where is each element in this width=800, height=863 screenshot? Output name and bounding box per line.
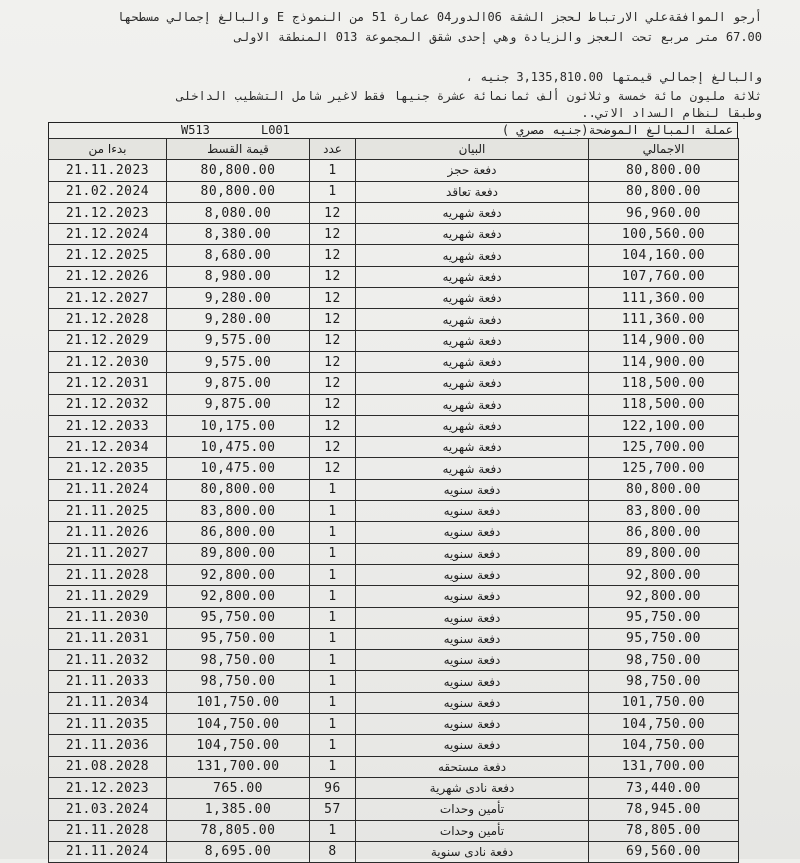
cell-start: 21.12.2024 (49, 224, 167, 245)
cell-start: 21.11.2036 (49, 735, 167, 756)
cell-total: 80,800.00 (589, 160, 739, 181)
currency-note: عملة المبالغ الموضحة(جنيه مصري ) (501, 123, 733, 137)
table-row (49, 820, 739, 841)
table-row (49, 479, 739, 500)
cell-installment: 8,380.00 (167, 224, 310, 245)
cell-installment: 8,980.00 (167, 266, 310, 287)
cell-statement: دفعة نادى سنوية (356, 841, 589, 862)
cell-statement: دفعة سنويه (356, 479, 589, 500)
cell-count: 12 (310, 245, 356, 266)
cell-installment: 95,750.00 (167, 607, 310, 628)
cell-installment: 9,280.00 (167, 309, 310, 330)
table-row (49, 202, 739, 223)
cell-total: 101,750.00 (589, 692, 739, 713)
cell-start: 21.11.2028 (49, 564, 167, 585)
table-row (49, 373, 739, 394)
cell-total: 107,760.00 (589, 266, 739, 287)
table-row (49, 224, 739, 245)
cell-start: 21.11.2035 (49, 714, 167, 735)
table-row (49, 692, 739, 713)
cell-installment: 86,800.00 (167, 522, 310, 543)
cell-count: 1 (310, 543, 356, 564)
cell-total: 78,805.00 (589, 820, 739, 841)
cell-count: 1 (310, 607, 356, 628)
cell-total: 118,500.00 (589, 373, 739, 394)
cell-total: 98,750.00 (589, 671, 739, 692)
cell-start: 21.11.2024 (49, 841, 167, 862)
cell-total: 104,160.00 (589, 245, 739, 266)
header-count: عدد (310, 139, 356, 160)
cell-count: 1 (310, 671, 356, 692)
cell-statement: دفعة سنويه (356, 501, 589, 522)
cell-statement: دفعة شهريه (356, 458, 589, 479)
cell-total: 92,800.00 (589, 564, 739, 585)
code-l: L001 (261, 123, 290, 137)
table-row (49, 266, 739, 287)
cell-installment: 80,800.00 (167, 479, 310, 500)
table-row (49, 756, 739, 777)
cell-statement: دفعة شهريه (356, 288, 589, 309)
intro-line-4: ثلاثة مليون مائة خمسة وثلاثون ألف ثمانمائة عشرة جنيها فقط لاغير شامل التشطيب الداخلى (176, 89, 762, 103)
cell-installment: 104,750.00 (167, 735, 310, 756)
cell-statement: دفعة شهريه (356, 330, 589, 351)
cell-count: 12 (310, 437, 356, 458)
cell-installment: 9,875.00 (167, 373, 310, 394)
cell-installment: 9,575.00 (167, 330, 310, 351)
table-row (49, 330, 739, 351)
cell-total: 96,960.00 (589, 202, 739, 223)
cell-start: 21.11.2030 (49, 607, 167, 628)
cell-total: 122,100.00 (589, 415, 739, 436)
cell-total: 80,800.00 (589, 479, 739, 500)
table-banner (48, 122, 738, 139)
cell-count: 1 (310, 501, 356, 522)
cell-count: 57 (310, 799, 356, 820)
cell-start: 21.11.2029 (49, 586, 167, 607)
cell-start: 21.12.2032 (49, 394, 167, 415)
cell-count: 1 (310, 586, 356, 607)
cell-count: 1 (310, 650, 356, 671)
table-row (49, 543, 739, 564)
cell-start: 21.11.2024 (49, 479, 167, 500)
cell-start: 21.12.2033 (49, 415, 167, 436)
cell-statement: دفعة شهريه (356, 437, 589, 458)
cell-start: 21.12.2023 (49, 777, 167, 798)
cell-count: 12 (310, 266, 356, 287)
cell-start: 21.12.2030 (49, 351, 167, 372)
cell-installment: 9,575.00 (167, 351, 310, 372)
table-row (49, 501, 739, 522)
cell-total: 100,560.00 (589, 224, 739, 245)
cell-statement: دفعة شهريه (356, 245, 589, 266)
table-row (49, 564, 739, 585)
cell-count: 1 (310, 522, 356, 543)
table-row (49, 181, 739, 202)
cell-start: 21.12.2025 (49, 245, 167, 266)
cell-statement: تأمين وحدات (356, 799, 589, 820)
cell-installment: 80,800.00 (167, 181, 310, 202)
cell-start: 21.11.2034 (49, 692, 167, 713)
table-row (49, 415, 739, 436)
cell-start: 21.11.2032 (49, 650, 167, 671)
cell-statement: دفعة حجز (356, 160, 589, 181)
intro-line-1: أرجو الموافقةعلي الارتباط لحجز الشقة 06الدور04 عمارة 51 من النموذج E والبالغ إجمالي مسطحها (116, 10, 762, 24)
cell-count: 12 (310, 288, 356, 309)
cell-start: 21.11.2023 (49, 160, 167, 181)
table-row (49, 650, 739, 671)
cell-installment: 80,800.00 (167, 160, 310, 181)
table-row (49, 735, 739, 756)
cell-total: 111,360.00 (589, 288, 739, 309)
cell-total: 73,440.00 (589, 777, 739, 798)
table-row (49, 628, 739, 649)
cell-count: 12 (310, 330, 356, 351)
table-row (49, 437, 739, 458)
cell-installment: 8,680.00 (167, 245, 310, 266)
cell-count: 1 (310, 479, 356, 500)
cell-statement: تأمين وحدات (356, 820, 589, 841)
table-row (49, 714, 739, 735)
cell-installment: 765.00 (167, 777, 310, 798)
cell-total: 118,500.00 (589, 394, 739, 415)
cell-installment: 83,800.00 (167, 501, 310, 522)
cell-count: 1 (310, 735, 356, 756)
cell-installment: 92,800.00 (167, 564, 310, 585)
cell-count: 12 (310, 202, 356, 223)
cell-start: 21.11.2033 (49, 671, 167, 692)
table-body (49, 160, 739, 863)
cell-count: 12 (310, 224, 356, 245)
cell-installment: 8,080.00 (167, 202, 310, 223)
cell-total: 125,700.00 (589, 458, 739, 479)
cell-statement: دفعة شهريه (356, 202, 589, 223)
cell-installment: 9,875.00 (167, 394, 310, 415)
cell-total: 111,360.00 (589, 309, 739, 330)
table-row (49, 841, 739, 862)
table-row (49, 245, 739, 266)
cell-count: 1 (310, 628, 356, 649)
header-statement: البيان (356, 139, 589, 160)
cell-start: 21.02.2024 (49, 181, 167, 202)
cell-installment: 101,750.00 (167, 692, 310, 713)
cell-total: 95,750.00 (589, 607, 739, 628)
cell-installment: 8,695.00 (167, 841, 310, 862)
cell-count: 1 (310, 820, 356, 841)
cell-installment: 98,750.00 (167, 650, 310, 671)
intro-line-5: وطبقا لنظام السداد الاتي.. (581, 106, 762, 120)
cell-count: 12 (310, 415, 356, 436)
table-row (49, 671, 739, 692)
table-row (49, 160, 739, 181)
cell-statement: دفعة شهريه (356, 394, 589, 415)
cell-start: 21.11.2027 (49, 543, 167, 564)
cell-start: 21.11.2025 (49, 501, 167, 522)
cell-start: 21.12.2028 (49, 309, 167, 330)
table-row (49, 351, 739, 372)
cell-total: 114,900.00 (589, 351, 739, 372)
table-row (49, 458, 739, 479)
cell-count: 12 (310, 351, 356, 372)
cell-statement: دفعة سنويه (356, 628, 589, 649)
cell-total: 95,750.00 (589, 628, 739, 649)
intro-line-2: 67.00 متر مربع تحت العجز والزيادة وهي إحدى شقق المجموعة 013 المنطقة الاولى (234, 30, 762, 44)
header-installment: قيمة القسط (167, 139, 310, 160)
header-start: بدءا من (49, 139, 167, 160)
cell-count: 1 (310, 564, 356, 585)
table-row (49, 309, 739, 330)
cell-start: 21.12.2026 (49, 266, 167, 287)
cell-installment: 104,750.00 (167, 714, 310, 735)
cell-installment: 9,280.00 (167, 288, 310, 309)
cell-installment: 89,800.00 (167, 543, 310, 564)
cell-statement: دفعة شهريه (356, 224, 589, 245)
cell-count: 12 (310, 458, 356, 479)
cell-statement: دفعة سنويه (356, 714, 589, 735)
cell-total: 104,750.00 (589, 735, 739, 756)
cell-installment: 98,750.00 (167, 671, 310, 692)
cell-installment: 10,475.00 (167, 437, 310, 458)
cell-total: 125,700.00 (589, 437, 739, 458)
cell-total: 78,945.00 (589, 799, 739, 820)
table-row (49, 522, 739, 543)
table-row (49, 777, 739, 798)
cell-installment: 1,385.00 (167, 799, 310, 820)
cell-total: 98,750.00 (589, 650, 739, 671)
intro-line-3: والبالغ إجمالي قيمتها 3,135,810.00 جنيه ، (465, 70, 762, 84)
cell-statement: دفعة سنويه (356, 586, 589, 607)
cell-statement: دفعة سنويه (356, 692, 589, 713)
cell-statement: دفعة شهريه (356, 415, 589, 436)
cell-total: 92,800.00 (589, 586, 739, 607)
cell-statement: دفعة تعاقد (356, 181, 589, 202)
table-header-row (49, 139, 739, 160)
cell-installment: 78,805.00 (167, 820, 310, 841)
cell-installment: 10,175.00 (167, 415, 310, 436)
cell-count: 1 (310, 756, 356, 777)
cell-statement: دفعة شهريه (356, 266, 589, 287)
cell-count: 96 (310, 777, 356, 798)
cell-count: 1 (310, 714, 356, 735)
cell-installment: 92,800.00 (167, 586, 310, 607)
cell-count: 1 (310, 692, 356, 713)
cell-installment: 131,700.00 (167, 756, 310, 777)
cell-total: 80,800.00 (589, 181, 739, 202)
cell-statement: دفعة سنويه (356, 564, 589, 585)
cell-start: 21.12.2031 (49, 373, 167, 394)
cell-statement: دفعة سنويه (356, 607, 589, 628)
cell-statement: دفعة شهريه (356, 309, 589, 330)
cell-total: 104,750.00 (589, 714, 739, 735)
cell-start: 21.11.2028 (49, 820, 167, 841)
cell-count: 12 (310, 309, 356, 330)
cell-statement: دفعة مستحقه (356, 756, 589, 777)
cell-statement: دفعة سنويه (356, 671, 589, 692)
cell-installment: 10,475.00 (167, 458, 310, 479)
table-row (49, 586, 739, 607)
cell-total: 89,800.00 (589, 543, 739, 564)
cell-start: 21.12.2034 (49, 437, 167, 458)
cell-total: 86,800.00 (589, 522, 739, 543)
cell-total: 69,560.00 (589, 841, 739, 862)
cell-installment: 95,750.00 (167, 628, 310, 649)
cell-start: 21.12.2035 (49, 458, 167, 479)
table-row (49, 288, 739, 309)
cell-start: 21.08.2028 (49, 756, 167, 777)
cell-start: 21.12.2023 (49, 202, 167, 223)
cell-count: 1 (310, 181, 356, 202)
cell-statement: دفعة سنويه (356, 735, 589, 756)
cell-statement: دفعة شهريه (356, 351, 589, 372)
table-row (49, 799, 739, 820)
cell-statement: دفعة نادى شهرية (356, 777, 589, 798)
cell-count: 1 (310, 160, 356, 181)
cell-statement: دفعة شهريه (356, 373, 589, 394)
cell-start: 21.11.2026 (49, 522, 167, 543)
cell-start: 21.11.2031 (49, 628, 167, 649)
payment-schedule-table (48, 138, 739, 863)
cell-statement: دفعة سنويه (356, 650, 589, 671)
code-w: W513 (181, 123, 210, 137)
cell-start: 21.03.2024 (49, 799, 167, 820)
cell-total: 131,700.00 (589, 756, 739, 777)
cell-count: 12 (310, 373, 356, 394)
cell-statement: دفعة سنويه (356, 522, 589, 543)
table-row (49, 607, 739, 628)
cell-total: 114,900.00 (589, 330, 739, 351)
table-row (49, 394, 739, 415)
cell-statement: دفعة سنويه (356, 543, 589, 564)
cell-start: 21.12.2027 (49, 288, 167, 309)
cell-total: 83,800.00 (589, 501, 739, 522)
cell-count: 12 (310, 394, 356, 415)
cell-start: 21.12.2029 (49, 330, 167, 351)
cell-count: 8 (310, 841, 356, 862)
header-total: الاجمالي (589, 139, 739, 160)
